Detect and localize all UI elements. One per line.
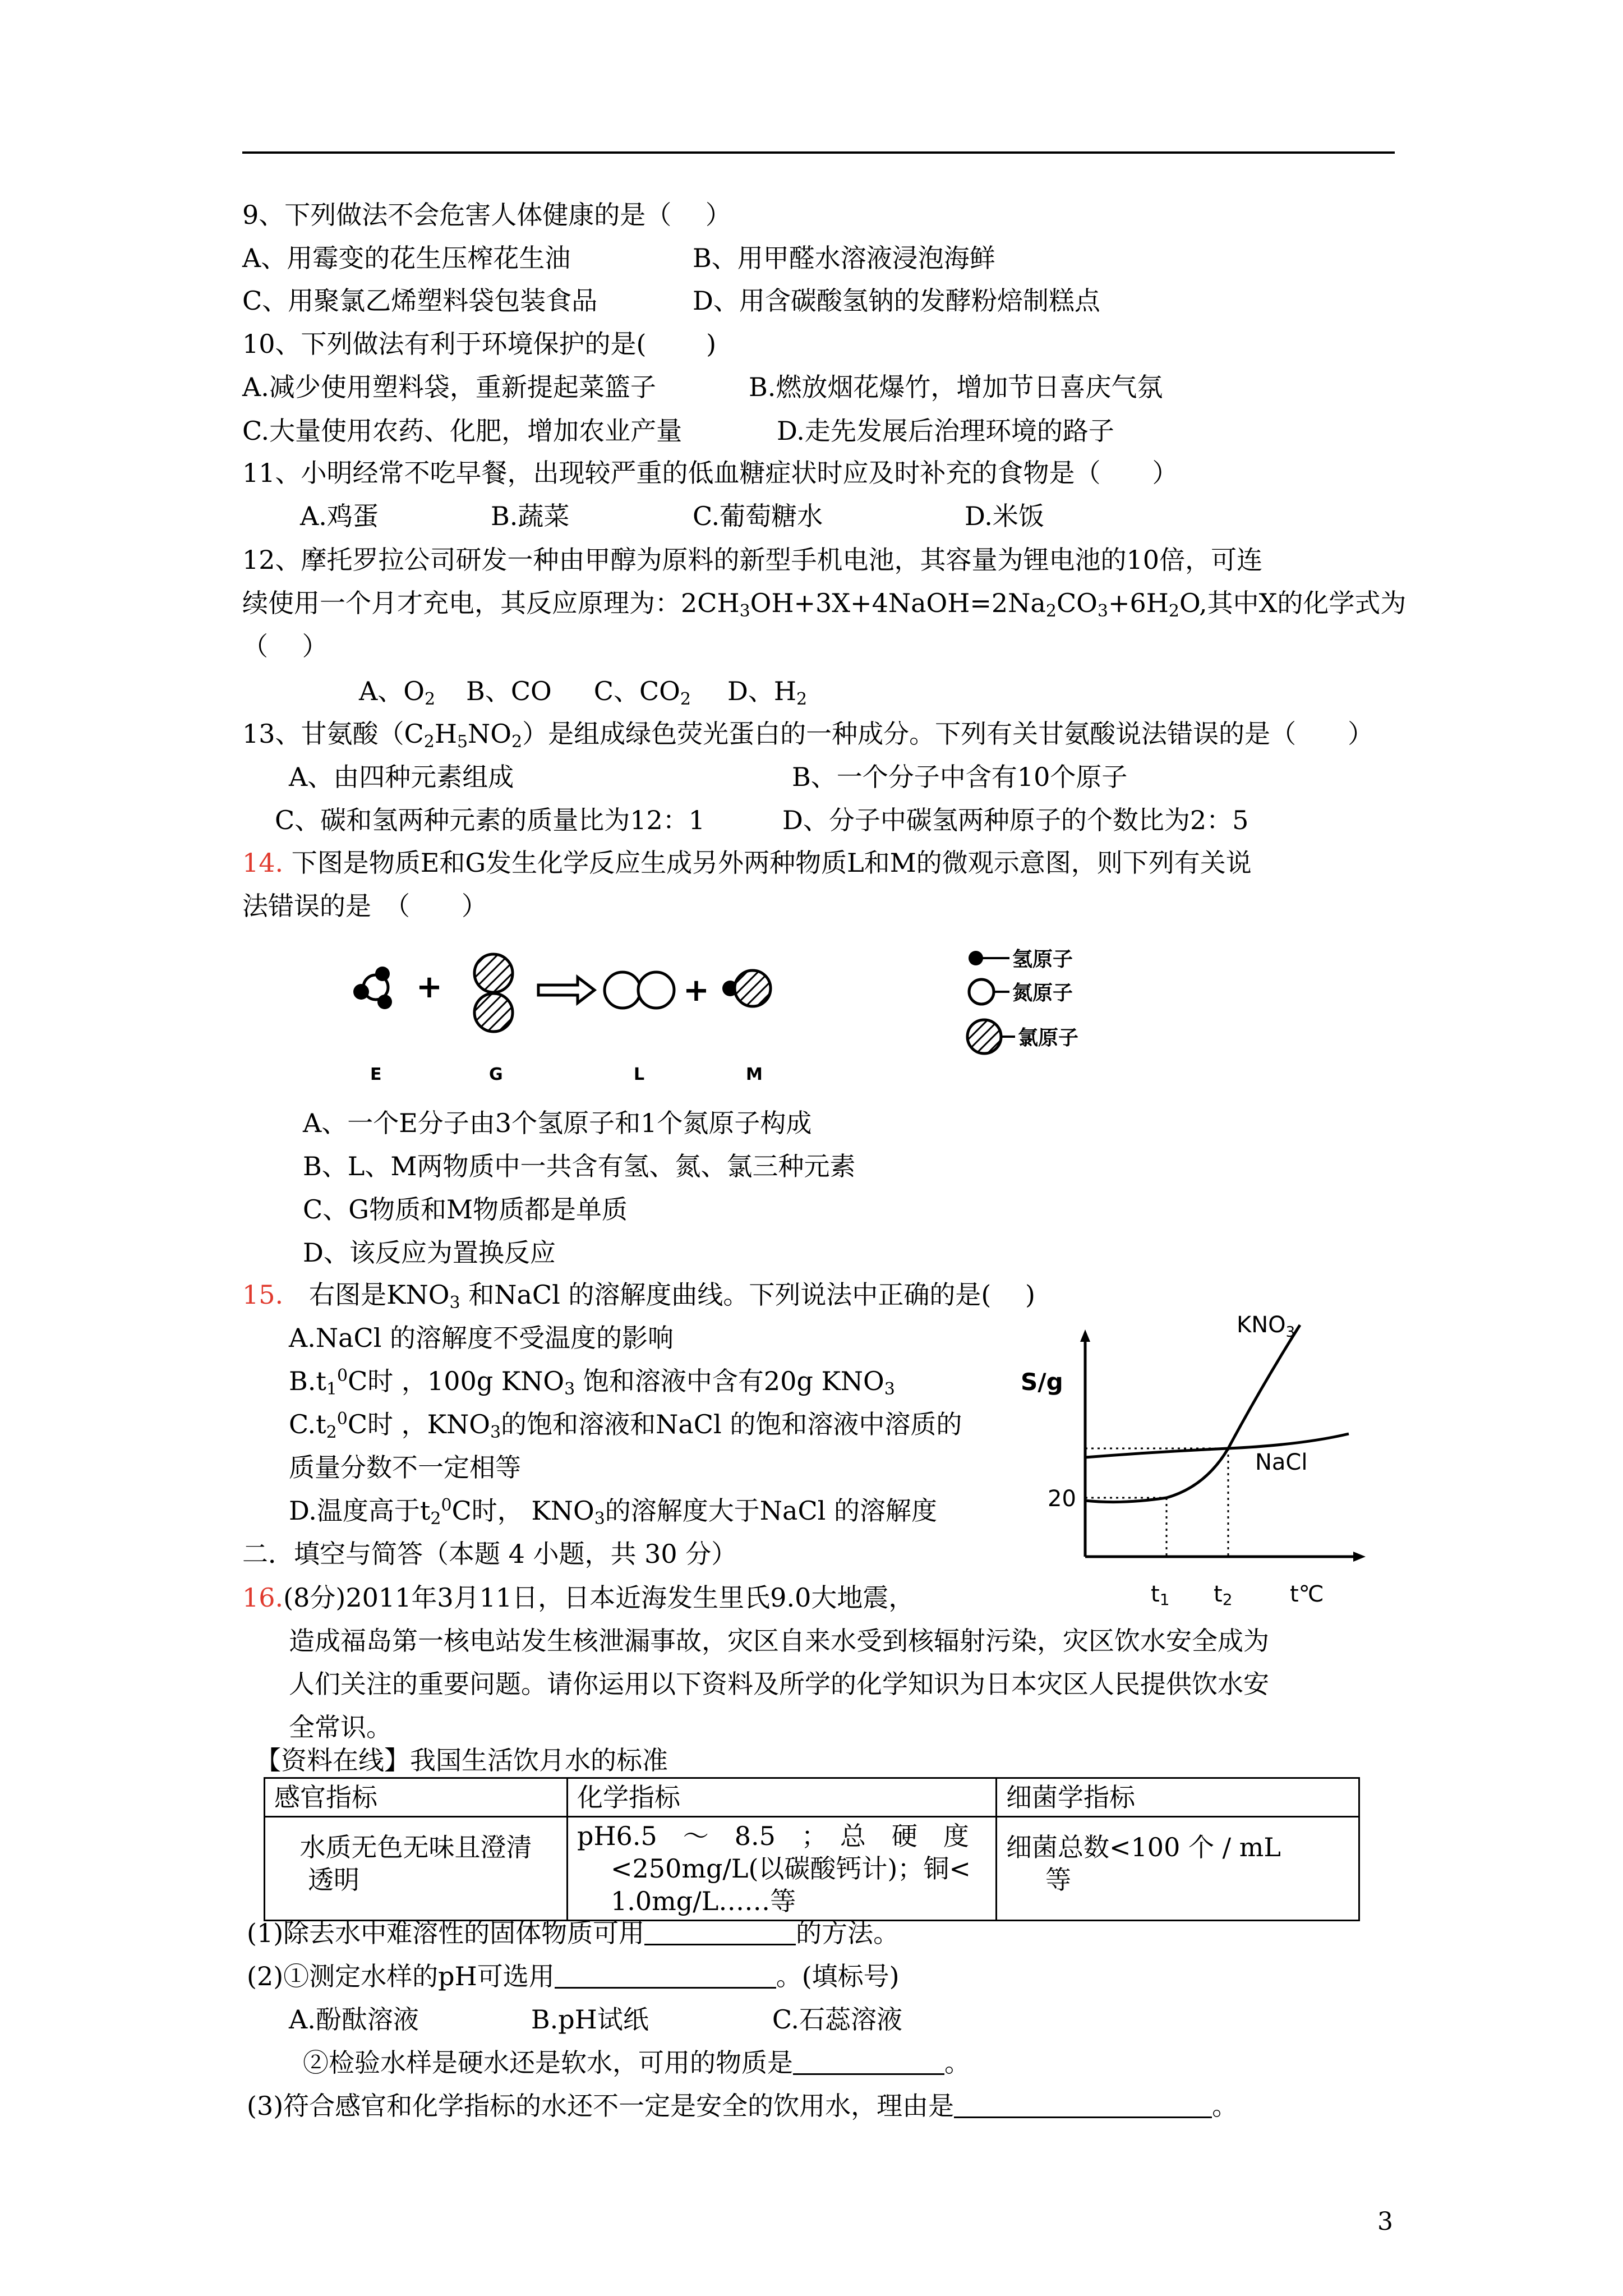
q12-option-c: C、$CO_2$	[593, 676, 691, 709]
page-number: 3	[1377, 2207, 1393, 2236]
q10-option-a: A.减少使用塑料袋，重新提起菜篮子	[242, 372, 656, 402]
plus-sign: +	[416, 969, 442, 1005]
answer-blank-2[interactable]	[555, 1962, 776, 1989]
legend-chlorine: 氯原子	[1018, 1027, 1079, 1050]
chlorine-atom	[474, 993, 513, 1032]
q14-option-b: B、L、M两物质中一共含有氢、氮、氯三种元素	[303, 1151, 856, 1181]
table-header-sensory: 感官指标	[265, 1778, 568, 1817]
legend-hydrogen: 氢原子	[1012, 948, 1073, 971]
x-axis-label: t℃	[1290, 1581, 1324, 1607]
q10-option-b: B.燃放烟花爆竹，增加节日喜庆气氛	[749, 372, 1163, 402]
q15-option-b: $B.t_1^0C$时 ，100g $KNO_3$ 饱和溶液中含有20g $KNO_3$	[289, 1366, 895, 1399]
hydrogen-atom	[375, 967, 390, 981]
chlorine-atom	[735, 970, 771, 1006]
q14-option-c: C、G物质和M物质都是单质	[303, 1194, 628, 1225]
q9-option-d: D、用含碳酸氢钠的发酵粉焙制糕点	[693, 286, 1100, 316]
q16-line4: 全常识。	[289, 1712, 392, 1742]
q11-option-a: A.鸡蛋	[300, 501, 379, 531]
q13-stem: 13、甘氨酸$(C_2H_5NO_2)$是组成绿色荧光蛋白的一种成分。下列有关甘氨酸说法错误的是（ ）	[242, 719, 1374, 752]
plus-sign: +	[683, 972, 709, 1009]
q9-stem: 9、下列做法不会危害人体健康的是（ ）	[242, 200, 731, 230]
q16-part3: (3)符合感官和化学指标的水还不一定是安全的饮用水，理由是 。	[247, 2091, 1238, 2121]
q14-reaction-diagram	[353, 942, 1105, 1088]
molecule-e	[353, 967, 392, 1009]
option-litmus: C.石蕊溶液	[772, 2004, 903, 2035]
q11-stem: 11、小明经常不吃早餐，出现较严重的低血糖症状时应及时补充的食物是（ ）	[242, 458, 1178, 488]
water-standard-table	[264, 1777, 1360, 1921]
q12-options	[359, 675, 807, 707]
answer-blank-1[interactable]	[644, 1919, 796, 1945]
q13-option-c: C、碳和氢两种元素的质量比为12：1	[275, 805, 705, 835]
q9-option-a: A、用霉变的花生压榨花生油	[242, 243, 571, 273]
q16-line3: 人们关注的重要问题。请你运用以下资料及所学的化学知识为日本灾区人民提供饮水安	[289, 1669, 1269, 1699]
molecule-m	[722, 970, 771, 1006]
series-kno3-label: $KNO_3$	[1237, 1312, 1295, 1341]
q14-option-a: A、一个E分子由3个氢原子和1个氮原子构成	[303, 1108, 812, 1138]
q12-line2: 续使用一个月才充电，其反应原理为：$2CH_3OH+3X+4NaOH=2Na_2CO_3+6H_2O$,其中X的化学式为	[242, 588, 1407, 621]
label-m: M	[746, 1065, 763, 1084]
q14-line2: 法错误的是 （ ）	[242, 891, 487, 921]
legend	[967, 948, 1078, 1053]
solubility-chart	[1021, 1307, 1385, 1621]
q15-option-a: A.NaCl 的溶解度不受温度的影响	[289, 1323, 674, 1353]
chlorine-atom	[474, 954, 513, 992]
nitrogen-atom	[638, 972, 674, 1008]
q16-line1: 16.(8分)2011年3月11日，日本近海发生里氏9.0大地震，	[242, 1582, 915, 1613]
q12-option-a: A、$O_2$	[359, 676, 436, 709]
header-rule	[242, 151, 1395, 154]
q11-option-b: B.蔬菜	[491, 501, 570, 531]
q15-option-d: D.温度高于$t_2^0C$时， $KNO_3$的溶解度大于NaCl 的溶解度	[289, 1496, 938, 1529]
q13-option-d: D、分子中碳氢两种原子的个数比为2：5	[782, 805, 1249, 835]
nitrogen-atom	[605, 972, 640, 1008]
q16-part2b: ②检验水样是硬水还是软水，可用的物质是 。	[303, 2047, 970, 2078]
q11-option-c: C.葡萄糖水	[693, 501, 823, 531]
table-cell-bacterial: 细菌总数<100 个 / mL 等	[997, 1817, 1359, 1921]
q14-option-d: D、该反应为置换反应	[303, 1237, 556, 1268]
x-axis-arrow	[1353, 1552, 1366, 1562]
q11-option-d: D.米饭	[965, 501, 1044, 531]
q12-option-d: D、$H_2$	[727, 676, 808, 709]
series-nacl-label: NaCl	[1255, 1450, 1308, 1475]
hydrogen-atom	[353, 984, 369, 1000]
molecule-g	[474, 954, 513, 1032]
q16-line2: 造成福岛第一核电站发生核泄漏事故，灾区自来水受到核辐射污染，灾区饮水安全成为	[289, 1626, 1269, 1656]
q13-option-b: B、一个分子中含有10个原子	[792, 762, 1128, 792]
label-l: L	[634, 1065, 645, 1084]
answer-blank-3[interactable]	[793, 2049, 944, 2075]
label-g: G	[489, 1065, 503, 1084]
reaction-arrow	[538, 977, 594, 1003]
q15-stem: 15. 右图是$KNO_3$ 和NaCl 的溶解度曲线。下列说法中正确的是( )	[242, 1280, 1035, 1313]
q9-option-b: B、用甲醛水溶液浸泡海鲜	[693, 243, 995, 273]
legend-nitrogen: 氮原子	[1012, 982, 1073, 1005]
table-header-bacterial: 细菌学指标	[997, 1778, 1359, 1817]
label-e: E	[370, 1065, 382, 1084]
q16-part2: (2)①测定水样的pH可选用 。(填标号)	[247, 1961, 900, 1991]
q10-stem: 10、下列做法有利于环境保护的是( )	[242, 329, 717, 359]
hydrogen-atom	[377, 995, 392, 1009]
table-header-chemical: 化学指标	[568, 1778, 997, 1817]
molecule-l	[605, 972, 674, 1008]
x-tick-t2: t2	[1214, 1581, 1233, 1609]
y-tick-20: 20	[1048, 1486, 1076, 1512]
table-cell-chemical: pH6.5 ～ 8.5 ； 总 硬 度 <250mg/L(以碳酸钙计)；铜< 1.0mg/L……等	[568, 1817, 997, 1921]
q10-option-d: D.走先发展后治理环境的路子	[777, 416, 1114, 446]
q12-answer-paren: （ ）	[242, 631, 328, 661]
series-kno3-curve	[1085, 1325, 1300, 1502]
y-axis-arrow	[1080, 1329, 1090, 1342]
x-tick-t1: t1	[1151, 1581, 1170, 1609]
q16-part1: (1)除去水中难溶性的固体物质可用 的方法。	[247, 1918, 900, 1948]
option-ph-paper: B.pH试纸	[531, 2004, 649, 2035]
series-nacl-curve	[1085, 1434, 1349, 1457]
q10-option-c: C.大量使用农药、化肥，增加农业产量	[242, 416, 683, 446]
y-axis-label: S/g	[1021, 1368, 1063, 1396]
q16-info-title: 【资料在线】我国生活饮月水的标准	[255, 1745, 668, 1775]
answer-blank-4[interactable]	[954, 2092, 1212, 2118]
q15-option-c-line2: 质量分数不一定相等	[289, 1452, 521, 1483]
table-cell-sensory: 水质无色无味且澄清 透明	[265, 1817, 568, 1921]
q14-line1: 14. 下图是物质E和G发生化学反应生成另外两种物质L和M的微观示意图，则下列有关说	[242, 848, 1252, 878]
q13-option-a: A、由四种元素组成	[289, 762, 514, 792]
q16-part2-options	[289, 2004, 902, 2035]
q9-option-c: C、用聚氯乙烯塑料袋包装食品	[242, 286, 598, 316]
section2-title: 二．填空与简答（本题 4 小题，共 30 分）	[242, 1539, 737, 1569]
q15-option-c: $C.t_2^0C$时 ，$KNO_3$的饱和溶液和NaCl 的饱和溶液中溶质的	[289, 1409, 962, 1442]
q12-option-b: B、CO	[466, 676, 552, 706]
q12-line1: 12、摩托罗拉公司研发一种由甲醇为原料的新型手机电池，其容量为锂电池的10倍，可连	[242, 545, 1263, 575]
option-phenolphthalein: A.酚酞溶液	[289, 2004, 419, 2035]
